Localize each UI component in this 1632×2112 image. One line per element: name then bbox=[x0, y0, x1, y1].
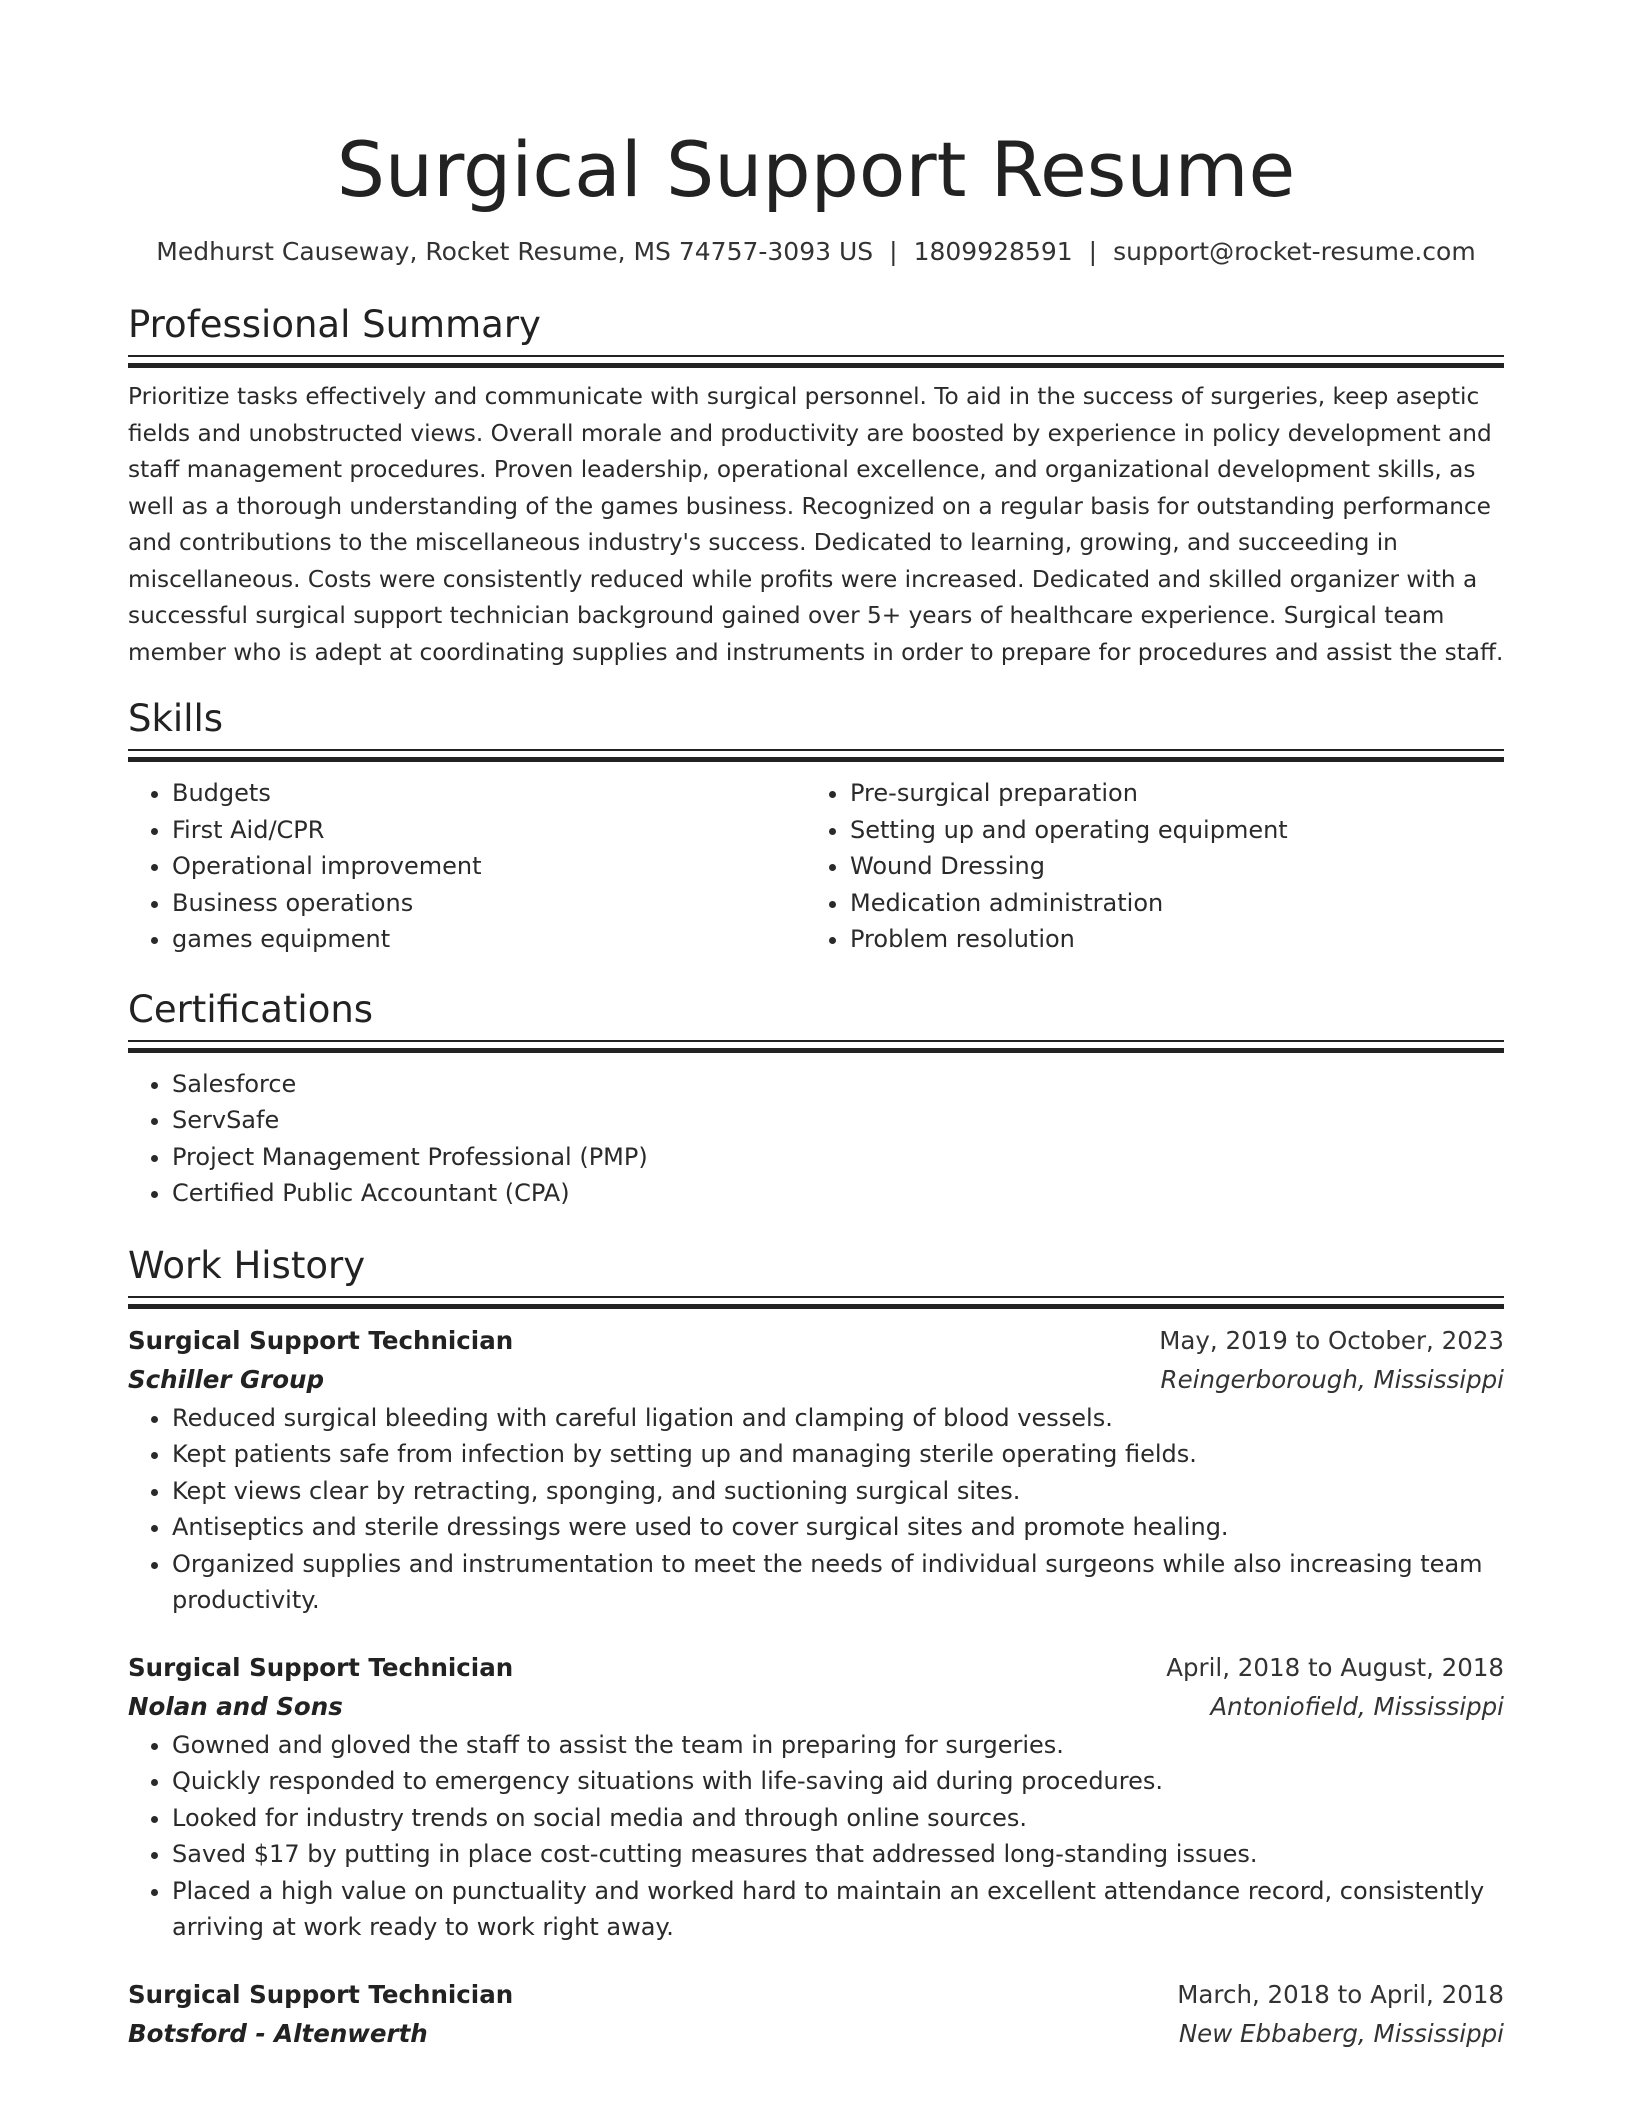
separator: | bbox=[889, 237, 898, 266]
job-bullet: • Organized supplies and instrumentation to meet the needs of individual surgeons while also increasing team productivity. bbox=[172, 1546, 1504, 1619]
section-heading-skills: Skills bbox=[128, 697, 224, 740]
job-title: Surgical Support Technician bbox=[128, 1652, 514, 1682]
skill-item: • Business operations bbox=[172, 885, 806, 922]
phone: 1809928591 bbox=[913, 237, 1073, 266]
contact-line bbox=[128, 235, 1504, 269]
job-location: Antoniofield, Mississippi bbox=[1210, 1691, 1504, 1721]
skill-item: • Operational improvement bbox=[172, 848, 806, 885]
job-title: Surgical Support Technician bbox=[128, 1325, 514, 1355]
address: Medhurst Causeway, Rocket Resume, MS 74757-3093 US bbox=[156, 237, 874, 266]
skill-item: • games equipment bbox=[172, 921, 806, 958]
certifications-section bbox=[128, 986, 1504, 1212]
job-company: Nolan and Sons bbox=[128, 1691, 343, 1721]
job-location: New Ebbaberg, Mississippi bbox=[1178, 2018, 1504, 2048]
skill-item: • First Aid/CPR bbox=[172, 812, 806, 849]
job-company: Schiller Group bbox=[128, 1364, 325, 1394]
job-bullet: • Quickly responded to emergency situations with life-saving aid during procedures. bbox=[172, 1763, 1504, 1800]
page-title: Surgical Support Resume bbox=[336, 125, 1296, 214]
section-heading-certifications: Certifications bbox=[128, 987, 374, 1031]
section-divider bbox=[128, 355, 1504, 369]
work-history-section bbox=[128, 1242, 1504, 2054]
job-entry bbox=[128, 1322, 1504, 1619]
job-title: Surgical Support Technician bbox=[128, 1979, 514, 2009]
job-entry bbox=[128, 1976, 1504, 2054]
skill-item: • Setting up and operating equipment bbox=[850, 812, 1484, 849]
resume-page bbox=[128, 0, 1504, 2054]
job-bullet: • Looked for industry trends on social media and through online sources. bbox=[172, 1800, 1504, 1837]
section-divider bbox=[128, 1040, 1504, 1054]
certification-item: • ServSafe bbox=[172, 1102, 1504, 1139]
section-divider bbox=[128, 749, 1504, 763]
job-bullet: • Antiseptics and sterile dressings were used to cover surgical sites and promote healing. bbox=[172, 1509, 1504, 1546]
section-heading-summary: Professional Summary bbox=[128, 303, 541, 346]
skill-item: • Problem resolution bbox=[850, 921, 1484, 958]
job-bullet: • Saved $17 by putting in place cost-cutting measures that addressed long-standing issues. bbox=[172, 1836, 1504, 1873]
job-dates: May, 2019 to October, 2023 bbox=[1159, 1325, 1504, 1355]
summary-text: Prioritize tasks effectively and communicate with surgical personnel. To aid in the success of surgeries, keep aseptic fields and unobstructed views. Overall morale and productivity are boosted by experience in policy development and staff management procedures. Proven leadership, operational excellence, and organizational development skills, as well as a thorough understanding of the games business. Recognized on a regular basis for outstanding performance and contributions to the miscellaneous industry's success. Dedicated to learning, growing, and succeeding in miscellaneous. Costs were consistently reduced while profits were increased. Dedicated and skilled organizer with a successful surgical support technician background gained over 5+ years of healthcare experience. Surgical team member who is adept at coordinating supplies and instruments in order to prepare for procedures and assist the staff. bbox=[128, 383, 1504, 666]
skills-column-left bbox=[128, 775, 806, 958]
skill-item: • Wound Dressing bbox=[850, 848, 1484, 885]
skills-section bbox=[128, 695, 1504, 958]
certification-item: • Salesforce bbox=[172, 1066, 1504, 1103]
certification-item: • Certified Public Accountant (CPA) bbox=[172, 1175, 1504, 1212]
summary-section bbox=[128, 301, 1504, 671]
job-location: Reingerborough, Mississippi bbox=[1160, 1364, 1504, 1394]
job-bullet: • Reduced surgical bleeding with careful ligation and clamping of blood vessels. bbox=[172, 1400, 1504, 1437]
skills-column-right bbox=[806, 775, 1484, 958]
job-company: Botsford - Altenwerth bbox=[128, 2018, 428, 2048]
certification-item: • Project Management Professional (PMP) bbox=[172, 1139, 1504, 1176]
section-heading-work-history: Work History bbox=[128, 1243, 366, 1287]
job-dates: March, 2018 to April, 2018 bbox=[1177, 1979, 1504, 2009]
job-dates: April, 2018 to August, 2018 bbox=[1166, 1652, 1504, 1682]
email-link[interactable]: support@rocket-resume.com bbox=[1113, 237, 1476, 266]
skills-grid bbox=[128, 775, 1504, 958]
skill-item: • Medication administration bbox=[850, 885, 1484, 922]
job-bullet: • Gowned and gloved the staff to assist the team in preparing for surgeries. bbox=[172, 1727, 1504, 1764]
job-bullet: • Placed a high value on punctuality and worked hard to maintain an excellent attendance record, consistently arriving at work ready to work right away. bbox=[172, 1873, 1504, 1946]
skill-item: • Budgets bbox=[172, 775, 806, 812]
job-bullet: • Kept patients safe from infection by setting up and managing sterile operating fields. bbox=[172, 1436, 1504, 1473]
job-entry bbox=[128, 1649, 1504, 1946]
skill-item: • Pre-surgical preparation bbox=[850, 775, 1484, 812]
separator: | bbox=[1088, 237, 1098, 266]
job-bullet: • Kept views clear by retracting, sponging, and suctioning surgical sites. bbox=[172, 1473, 1504, 1510]
section-divider bbox=[128, 1296, 1504, 1310]
